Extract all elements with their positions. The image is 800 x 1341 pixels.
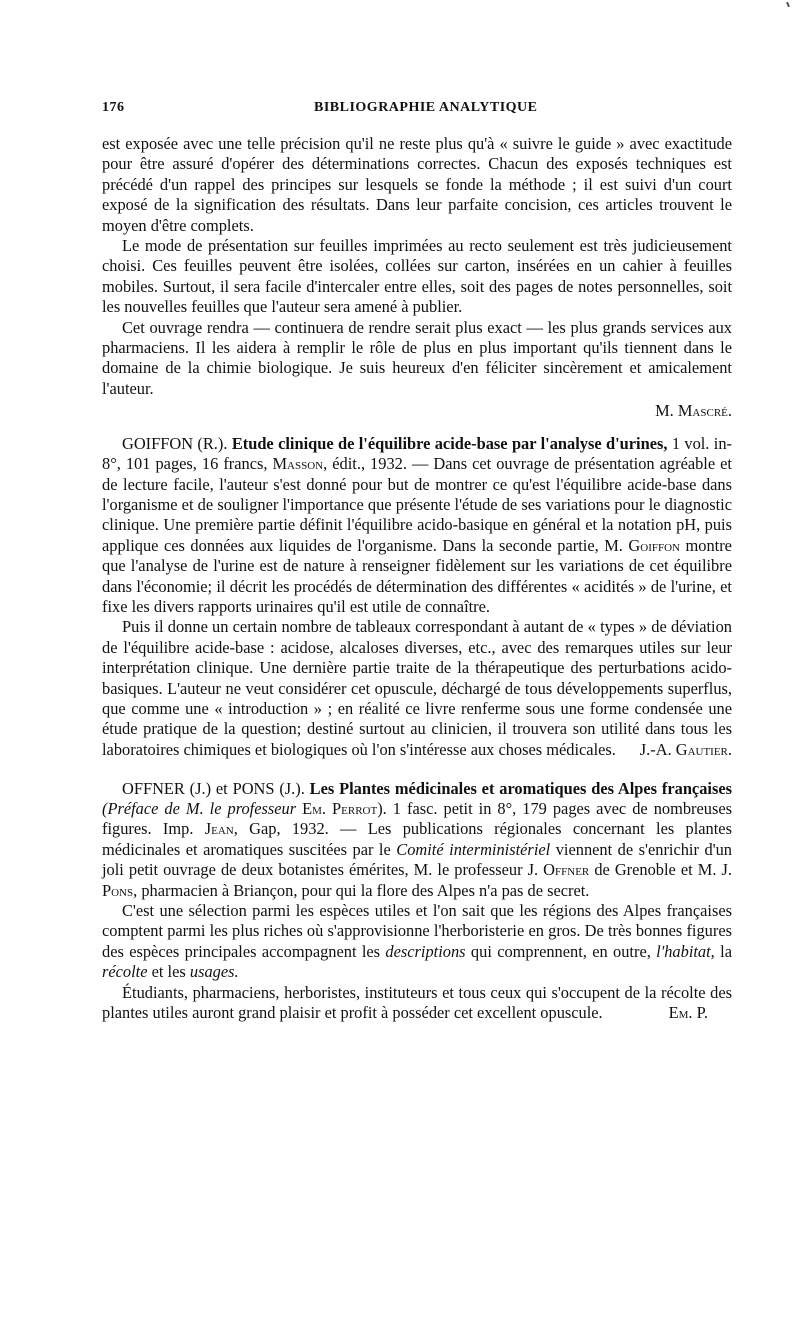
offner-text-3: de Grenoble et M. J. — [594, 860, 732, 880]
goiffon-paragraph-2: Puis il donne un certain nombre de tableaux correspondant à autant de « types » de déviation de l'équilibre acide-base : acidose, alcaloses diverses, etc., avec des remarques utiles sur leur interprétation clinique. Une dernière partie traite de la thérapeutique des perturbations acido-basiques. L'auteur ne veut considérer cet opuscule, déchargé de tous développements superflus, que comme une « introduction » ; en réalité ce livre renferme sous une forme condensée une étude pratique de la question; destiné surtout au clinicien, il trouvera son utilité dans tous les laboratoires chimiques et biologiques où l'on s'intéresse aux choses médicales. — [102, 617, 732, 759]
offner-text-4: pharmacien à Briançon, pour qui la flore des Alpes n'a pas de secret. — [141, 880, 590, 900]
page-number: 176 — [102, 100, 125, 115]
offner-reference — [102, 779, 732, 901]
goiffon-author: GOIFFON (R.). — [122, 433, 228, 453]
offner-title: Les Plantes médicinales et aromatiques des Alpes françaises — [309, 778, 732, 798]
offner-p2-text-c: la — [720, 941, 732, 961]
offner-p2-text-a: C'est une sélection parmi les espèces utiles et l'on sait que les régions des Alpes françaises comptent parmi les plus riches où s'approvisionne l'herboristerie en gros. De très bonnes figures des espèces principales accompagnent les — [102, 901, 732, 961]
intro-review — [102, 134, 732, 422]
offner-paragraph-2 — [102, 901, 732, 983]
goiffon-reference — [102, 434, 732, 618]
page-body — [102, 134, 732, 1024]
offner-details: 1 fasc. petit in 8°, 179 pages avec de nombreuses figures. Imp. — [102, 799, 732, 839]
offner-printer: Jean, — [204, 819, 238, 839]
goiffon-details: 1 vol. in-8°, 101 pages, 16 francs, — [102, 433, 732, 474]
intro-signature: M. Mascré. — [655, 401, 732, 421]
offner-p2-habitat: l'habitat, — [656, 941, 715, 961]
running-title: BIBLIOGRAPHIE ANALYTIQUE — [314, 100, 538, 115]
offner-p2-text-b: qui comprennent, en outre, — [470, 941, 651, 961]
goiffon-publisher: Masson, — [272, 454, 328, 474]
goiffon-title: Etude clinique de l'équilibre acide-base par l'analyse d'urines, — [231, 433, 668, 453]
offner-paragraph-3: Étudiants, pharmaciens, herboristes, instituteurs et tous ceux qui s'occupent de la récolte des plantes utiles auront grand plaisir et profit à posséder cet excellent opuscule. — [102, 982, 732, 1023]
goiffon-author-ref: Goiffon — [628, 535, 680, 555]
intro-paragraph-1: est exposée avec une telle précision qu'il ne reste plus qu'à « suivre le guide » avec exactitude pour être assuré d'opérer des déterminations correctes. Chacun des exposés techniques est précédé d'un rappel des principes sur lesquels se fonde la méthode ; il est suivi d'un court exposé de la signification des résultats. Dans leur parfaite concision, ces articles trouvent le moyen d'être complets. — [102, 134, 732, 235]
goiffon-signature: J.-A. Gautier. — [639, 740, 732, 760]
offner-preface: (Préface de M. le professeur — [102, 799, 297, 818]
goiffon-text-2: montre que l'analyse de l'urine est de nature à renseigner fidèlement sur les variations de cet équilibre dans l'économie; il décrit les procédés de détermination des différentes « acidités » de l'urine, et fixe les divers rapports urinaires qu'il est utile de connaître. — [102, 535, 732, 616]
offner-p2-descriptions: descriptions — [385, 941, 466, 961]
goiffon-edition: édit., 1932. — — [332, 454, 429, 474]
offner-place-year: Gap, 1932. — — [249, 819, 357, 839]
review-offner — [102, 779, 732, 1024]
offner-preface-author: Em. Perrot). — [302, 799, 387, 818]
offner-p2-usages: usages. — [189, 962, 239, 982]
goiffon-text-1: Dans cet ouvrage de présentation agréable et de lecture facile, l'auteur s'est donné pour but de montrer ce qu'est l'équilibre acide-base dans l'organisme et de souligner l'importance que présente l'étude de ses variations pour le diagnostic clinique. Une première partie définit l'équilibre acido-basique en général et la notation pH, puis applique ces données aux liquides de l'organisme. Dans la seconde partie, M. — [102, 454, 732, 555]
review-goiffon — [102, 434, 732, 761]
running-header — [102, 100, 732, 124]
offner-committee: Comité interministériel — [396, 839, 551, 859]
offner-text-2: viennent de s'enrichir d'un joli petit ouvrage de deux botanistes émérites, M. le professeur J. — [102, 839, 732, 880]
pons-ref: Pons, — [102, 880, 138, 900]
offner-text-1: Les publications régionales concernant les plantes médicinales et aromatiques suscitées par le — [102, 819, 732, 859]
intro-paragraph-2: Le mode de présentation sur feuilles imprimées au recto seulement est très judicieusement choisi. Ces feuilles peuvent être isolées, collées sur carton, insérées en un cahier à feuilles mobiles. Surtout, il sera facile d'intercaler entre elles, soit des pages de notes personnelles, soit les nouvelles feuilles que l'auteur sera amené à publier. — [102, 236, 732, 317]
offner-ref: Offner — [543, 860, 590, 880]
offner-signature: Em. P. — [668, 1003, 708, 1023]
intro-paragraph-3: Cet ouvrage rendra — continuera de rendre serait plus exact — les plus grands services aux pharmaciens. Il les aidera à remplir le rôle de plus en plus important qu'ils tiennent dans le domaine de la chimie biologique. Je suis heureux d'en féliciter sincèrement et amicalement l'auteur. — [102, 317, 732, 398]
scan-mark — [786, 2, 790, 7]
offner-p2-text-d: et les — [151, 962, 186, 982]
offner-authors: OFFNER (J.) et PONS (J.). — [122, 778, 305, 798]
offner-p2-recolte: récolte — [102, 962, 148, 982]
